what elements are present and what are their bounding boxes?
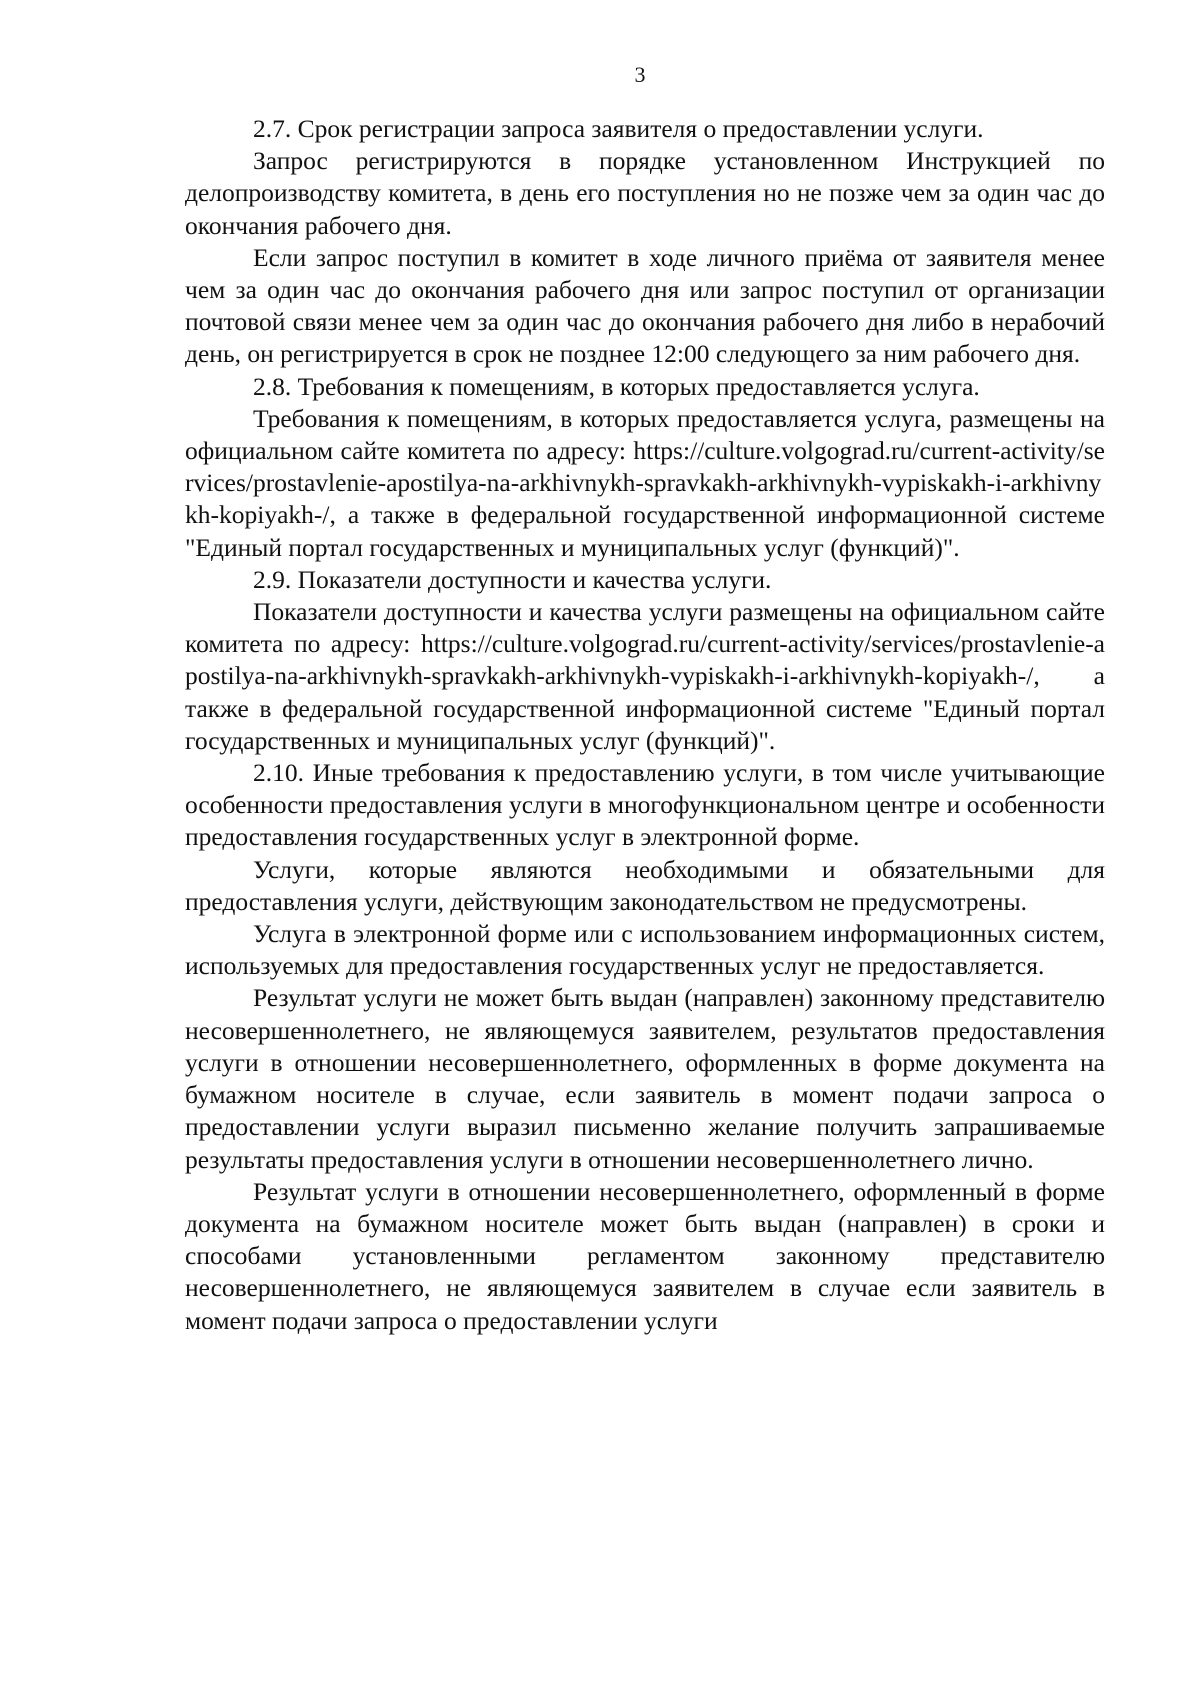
paragraph-text-part: Требования к помещениям, в которых предоставляется услуга, размещены на официальном сайте комитета по адресу: <box>185 403 1105 466</box>
paragraph-mandatory-services: Услуги, которые являются необходимыми и обязательными для предоставления услуги, действующим законодательством не предусмотрены. <box>185 854 1105 916</box>
paragraph-registration-deadline: Если запрос поступил в комитет в ходе личного приёма от заявителя менее чем за один час до окончания рабочего дня или запрос поступил от организации почтовой связи менее чем за один час до окончания рабочего дня либо в нерабочий день, он регистрируется в срок не позднее 12:00 следующего за ним рабочего дня. <box>185 242 1105 369</box>
indicators-url-link[interactable]: https://culture.volgograd.ru/current-activity/services/prostavlenie-apostilya-na-arkhivnykh-spravkakh-arkhivnykh-vypiskakh-i-arkhivnykh-kopiyakh-/, <box>185 629 1106 691</box>
section-heading-2-7: 2.7. Срок регистрации запроса заявителя о предоставлении услуги. <box>253 114 984 143</box>
section-heading-2-8: 2.8. Требования к помещениям, в которых предоставляется услуга. <box>253 371 980 401</box>
paragraph-registration-order: Запрос регистрируются в порядке установленном Инструкцией по делопроизводству комитета, в день его поступления но не позже чем за один час до окончания рабочего дня. <box>185 146 1105 240</box>
paragraph-text-part: а также в федеральной государственной информационной системе "Единый портал государственных и муниципальных услуг (функций)". <box>185 661 1105 755</box>
paragraph-text-part: а также в федеральной государственной информационной системе "Единый портал государственных и муниципальных услуг (функций)". <box>185 500 1105 562</box>
paragraph-text-part: Показатели доступности и качества услуги размещены на официальном сайте комитета по адресу: <box>185 597 1105 659</box>
paragraph-electronic-form: Услуга в электронной форме или с использованием информационных систем, используемых для предоставления государственных услуг не предоставляется. <box>185 919 1105 981</box>
document-body <box>185 113 1105 1337</box>
paragraph-minor-result-delivery: Результат услуги в отношении несовершеннолетнего, оформленный в форме документа на бумажном носителе может быть выдан (направлен) в сроки и способами установленными регламентом законному представителю несовершеннолетнего, не являющемуся заявителем в случае если заявитель в момент подачи запроса о предоставлении услуги <box>185 1176 1105 1335</box>
section-heading-2-9: 2.9. Показатели доступности и качества услуги. <box>253 564 772 594</box>
section-heading-2-10: 2.10. Иные требования к предоставлению услуги, в том числе учитывающие особенности предоставления услуги в многофункциональном центре и особенности предоставления государственных услуг в электронной форме. <box>185 758 1105 852</box>
premises-url-link[interactable]: https://culture.volgograd.ru/current-activity/services/prostavlenie-apostilya-na-arkhivnykh-spravkakh-arkhivnykh-vypiskakh-i-arkhivnykh-kopiyakh-/, <box>185 436 1106 530</box>
paragraph-accessibility-indicators <box>185 596 1105 757</box>
paragraph-premises-requirements <box>185 403 1105 564</box>
paragraph-minor-result-restriction: Результат услуги не может быть выдан (направлен) законному представителю несовершеннолетнего, не являющемуся заявителем, результатов предоставления услуги в отношении несовершеннолетнего, оформленных в форме документа на бумажном носителе в случае, если заявитель в момент подачи запроса о предоставлении услуги выразил письменно желание получить запрашиваемые результаты предоставления услуги в отношении несовершеннолетнего лично. <box>185 983 1105 1174</box>
page-number: 3 <box>634 62 646 87</box>
